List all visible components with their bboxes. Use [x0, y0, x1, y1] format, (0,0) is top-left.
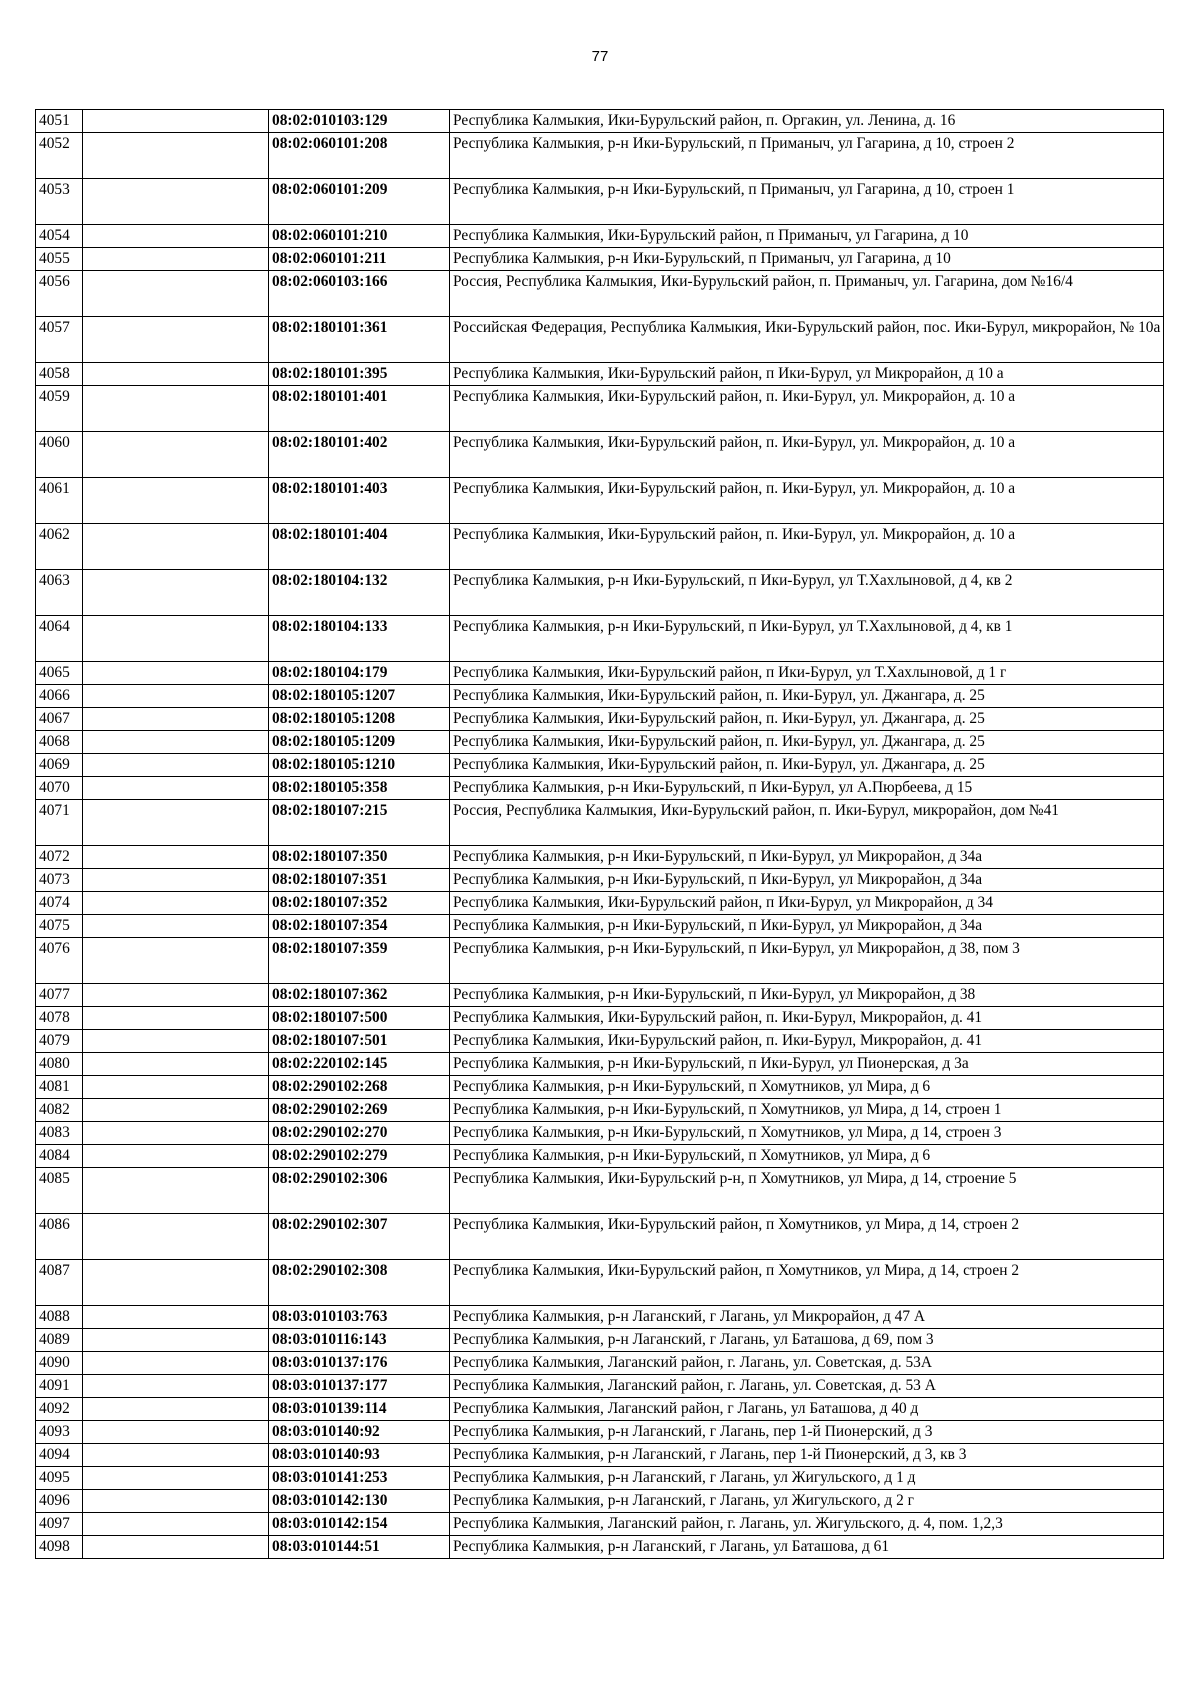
- row-number-cell: 4076: [36, 938, 83, 984]
- table-row: [36, 685, 1164, 708]
- cadastral-number-cell: 08:02:180104:132: [269, 570, 450, 616]
- table-row: [36, 1444, 1164, 1467]
- row-number-cell: 4053: [36, 179, 83, 225]
- row-number-cell: 4051: [36, 110, 83, 133]
- address-cell: Республика Калмыкия, Ики-Бурульский район, п. Ики-Бурул, ул. Джангара, д. 25: [450, 685, 1164, 708]
- cadastral-number-cell: 08:02:180107:350: [269, 846, 450, 869]
- address-cell: Республика Калмыкия, Ики-Бурульский район, п Приманыч, ул Гагарина, д 10: [450, 225, 1164, 248]
- address-cell: Республика Калмыкия, Ики-Бурульский район, п. Ики-Бурул, ул. Джангара, д. 25: [450, 708, 1164, 731]
- cadastral-number-cell: 08:02:180101:395: [269, 363, 450, 386]
- cadastral-number-cell: 08:02:290102:269: [269, 1099, 450, 1122]
- table-row: [36, 133, 1164, 179]
- row-number-cell: 4072: [36, 846, 83, 869]
- empty-cell: [83, 616, 269, 662]
- empty-cell: [83, 225, 269, 248]
- row-number-cell: 4080: [36, 1053, 83, 1076]
- empty-cell: [83, 1030, 269, 1053]
- cadastral-number-cell: 08:03:010140:92: [269, 1421, 450, 1444]
- table-row: [36, 915, 1164, 938]
- empty-cell: [83, 179, 269, 225]
- table-row: [36, 1375, 1164, 1398]
- cadastral-number-cell: 08:02:180104:179: [269, 662, 450, 685]
- empty-cell: [83, 1306, 269, 1329]
- cadastral-number-cell: 08:03:010137:177: [269, 1375, 450, 1398]
- address-cell: Республика Калмыкия, р-н Лаганский, г Лагань, ул Жигульского, д 2 г: [450, 1490, 1164, 1513]
- empty-cell: [83, 133, 269, 179]
- row-number-cell: 4093: [36, 1421, 83, 1444]
- empty-cell: [83, 754, 269, 777]
- table-row: [36, 846, 1164, 869]
- address-cell: Республика Калмыкия, р-н Лаганский, г Лагань, пер 1-й Пионерский, д 3: [450, 1421, 1164, 1444]
- table-row: [36, 1260, 1164, 1306]
- cadastral-number-cell: 08:02:060101:210: [269, 225, 450, 248]
- address-cell: Республика Калмыкия, Ики-Бурульский район, п. Ики-Бурул, ул. Микрорайон, д. 10 а: [450, 524, 1164, 570]
- cadastral-number-cell: 08:02:180101:361: [269, 317, 450, 363]
- empty-cell: [83, 1076, 269, 1099]
- address-cell: Республика Калмыкия, Ики-Бурульский район, п Хомутников, ул Мира, д 14, строен 2: [450, 1260, 1164, 1306]
- empty-cell: [83, 524, 269, 570]
- row-number-cell: 4073: [36, 869, 83, 892]
- page-number: 77: [591, 48, 609, 65]
- row-number-cell: 4095: [36, 1467, 83, 1490]
- table-row: [36, 1053, 1164, 1076]
- table-row: [36, 938, 1164, 984]
- row-number-cell: 4054: [36, 225, 83, 248]
- row-number-cell: 4090: [36, 1352, 83, 1375]
- cadastral-number-cell: 08:02:180101:401: [269, 386, 450, 432]
- address-cell: Республика Калмыкия, р-н Ики-Бурульский, п Хомутников, ул Мира, д 6: [450, 1076, 1164, 1099]
- empty-cell: [83, 1398, 269, 1421]
- empty-cell: [83, 570, 269, 616]
- row-number-cell: 4098: [36, 1536, 83, 1559]
- table-row: [36, 317, 1164, 363]
- address-cell: Республика Калмыкия, р-н Лаганский, г Лагань, ул Баташова, д 69, пом 3: [450, 1329, 1164, 1352]
- row-number-cell: 4062: [36, 524, 83, 570]
- empty-cell: [83, 1214, 269, 1260]
- table-row: [36, 731, 1164, 754]
- row-number-cell: 4056: [36, 271, 83, 317]
- table-row: [36, 225, 1164, 248]
- register-table: [35, 109, 1164, 1559]
- cadastral-number-cell: 08:02:010103:129: [269, 110, 450, 133]
- row-number-cell: 4069: [36, 754, 83, 777]
- address-cell: Республика Калмыкия, Ики-Бурульский район, п. Оргакин, ул. Ленина, д. 16: [450, 110, 1164, 133]
- row-number-cell: 4096: [36, 1490, 83, 1513]
- empty-cell: [83, 1122, 269, 1145]
- cadastral-number-cell: 08:02:290102:308: [269, 1260, 450, 1306]
- empty-cell: [83, 800, 269, 846]
- table-row: [36, 179, 1164, 225]
- address-cell: Республика Калмыкия, Ики-Бурульский район, п Ики-Бурул, ул Т.Хахлыновой, д 1 г: [450, 662, 1164, 685]
- table-row: [36, 1352, 1164, 1375]
- table-row: [36, 524, 1164, 570]
- table-row: [36, 570, 1164, 616]
- row-number-cell: 4082: [36, 1099, 83, 1122]
- row-number-cell: 4088: [36, 1306, 83, 1329]
- cadastral-number-cell: 08:02:180107:215: [269, 800, 450, 846]
- table-row: [36, 478, 1164, 524]
- cadastral-number-cell: 08:02:180107:362: [269, 984, 450, 1007]
- empty-cell: [83, 386, 269, 432]
- cadastral-number-cell: 08:03:010140:93: [269, 1444, 450, 1467]
- table-row: [36, 1467, 1164, 1490]
- table-row: [36, 800, 1164, 846]
- table-row: [36, 1536, 1164, 1559]
- row-number-cell: 4091: [36, 1375, 83, 1398]
- empty-cell: [83, 1053, 269, 1076]
- address-cell: Республика Калмыкия, р-н Лаганский, г Лагань, ул Баташова, д 61: [450, 1536, 1164, 1559]
- address-cell: Республика Калмыкия, Ики-Бурульский район, п Хомутников, ул Мира, д 14, строен 2: [450, 1214, 1164, 1260]
- row-number-cell: 4086: [36, 1214, 83, 1260]
- cadastral-number-cell: 08:03:010139:114: [269, 1398, 450, 1421]
- table-row: [36, 110, 1164, 133]
- empty-cell: [83, 1421, 269, 1444]
- row-number-cell: 4070: [36, 777, 83, 800]
- cadastral-number-cell: 08:02:290102:307: [269, 1214, 450, 1260]
- address-cell: Республика Калмыкия, р-н Ики-Бурульский, п Приманыч, ул Гагарина, д 10, строен 1: [450, 179, 1164, 225]
- table-row: [36, 363, 1164, 386]
- cadastral-number-cell: 08:02:180107:501: [269, 1030, 450, 1053]
- table-row: [36, 1421, 1164, 1444]
- table-row: [36, 1490, 1164, 1513]
- address-cell: Республика Калмыкия, р-н Ики-Бурульский, п Ики-Бурул, ул А.Пюрбеева, д 15: [450, 777, 1164, 800]
- cadastral-number-cell: 08:02:060101:209: [269, 179, 450, 225]
- address-cell: Республика Калмыкия, р-н Лаганский, г Лагань, пер 1-й Пионерский, д 3, кв 3: [450, 1444, 1164, 1467]
- table-row: [36, 869, 1164, 892]
- cadastral-number-cell: 08:02:180107:351: [269, 869, 450, 892]
- row-number-cell: 4068: [36, 731, 83, 754]
- cadastral-number-cell: 08:02:290102:270: [269, 1122, 450, 1145]
- row-number-cell: 4061: [36, 478, 83, 524]
- empty-cell: [83, 938, 269, 984]
- row-number-cell: 4071: [36, 800, 83, 846]
- empty-cell: [83, 869, 269, 892]
- empty-cell: [83, 846, 269, 869]
- cadastral-number-cell: 08:02:220102:145: [269, 1053, 450, 1076]
- table-row: [36, 1122, 1164, 1145]
- row-number-cell: 4060: [36, 432, 83, 478]
- address-cell: Республика Калмыкия, р-н Ики-Бурульский, п Ики-Бурул, ул Т.Хахлыновой, д 4, кв 1: [450, 616, 1164, 662]
- row-number-cell: 4097: [36, 1513, 83, 1536]
- cadastral-number-cell: 08:02:180105:358: [269, 777, 450, 800]
- table-row: [36, 1030, 1164, 1053]
- cadastral-number-cell: 08:02:180105:1208: [269, 708, 450, 731]
- address-cell: Республика Калмыкия, р-н Ики-Бурульский, п Приманыч, ул Гагарина, д 10, строен 2: [450, 133, 1164, 179]
- cadastral-number-cell: 08:03:010144:51: [269, 1536, 450, 1559]
- address-cell: Республика Калмыкия, Ики-Бурульский район, п. Ики-Бурул, ул. Джангара, д. 25: [450, 731, 1164, 754]
- table-row: [36, 248, 1164, 271]
- cadastral-number-cell: 08:02:180105:1207: [269, 685, 450, 708]
- address-cell: Республика Калмыкия, Ики-Бурульский район, п. Ики-Бурул, ул. Джангара, д. 25: [450, 754, 1164, 777]
- table-row: [36, 1076, 1164, 1099]
- row-number-cell: 4092: [36, 1398, 83, 1421]
- row-number-cell: 4081: [36, 1076, 83, 1099]
- row-number-cell: 4084: [36, 1145, 83, 1168]
- table-row: [36, 892, 1164, 915]
- empty-cell: [83, 1007, 269, 1030]
- empty-cell: [83, 892, 269, 915]
- address-cell: Республика Калмыкия, Ики-Бурульский район, п. Ики-Бурул, Микрорайон, д. 41: [450, 1007, 1164, 1030]
- table-row: [36, 662, 1164, 685]
- address-cell: Республика Калмыкия, р-н Ики-Бурульский, п Хомутников, ул Мира, д 6: [450, 1145, 1164, 1168]
- cadastral-number-cell: 08:03:010141:253: [269, 1467, 450, 1490]
- cadastral-number-cell: 08:02:060103:166: [269, 271, 450, 317]
- row-number-cell: 4083: [36, 1122, 83, 1145]
- row-number-cell: 4057: [36, 317, 83, 363]
- empty-cell: [83, 777, 269, 800]
- empty-cell: [83, 248, 269, 271]
- row-number-cell: 4065: [36, 662, 83, 685]
- address-cell: Республика Калмыкия, р-н Ики-Бурульский, п Приманыч, ул Гагарина, д 10: [450, 248, 1164, 271]
- table-row: [36, 1513, 1164, 1536]
- table-row: [36, 432, 1164, 478]
- table-row: [36, 271, 1164, 317]
- empty-cell: [83, 731, 269, 754]
- address-cell: Республика Калмыкия, Ики-Бурульский район, п. Ики-Бурул, Микрорайон, д. 41: [450, 1030, 1164, 1053]
- cadastral-number-cell: 08:03:010142:154: [269, 1513, 450, 1536]
- cadastral-number-cell: 08:02:290102:306: [269, 1168, 450, 1214]
- table-row: [36, 1398, 1164, 1421]
- empty-cell: [83, 1375, 269, 1398]
- row-number-cell: 4055: [36, 248, 83, 271]
- address-cell: Российская Федерация, Республика Калмыкия, Ики-Бурульский район, пос. Ики-Бурул, микрорайон, № 10а: [450, 317, 1164, 363]
- address-cell: Республика Калмыкия, р-н Ики-Бурульский, п Хомутников, ул Мира, д 14, строен 1: [450, 1099, 1164, 1122]
- address-cell: Республика Калмыкия, Ики-Бурульский р-н, п Хомутников, ул Мира, д 14, строение 5: [450, 1168, 1164, 1214]
- table-row: [36, 1145, 1164, 1168]
- row-number-cell: 4094: [36, 1444, 83, 1467]
- row-number-cell: 4058: [36, 363, 83, 386]
- register-body: [36, 110, 1164, 1559]
- empty-cell: [83, 1536, 269, 1559]
- address-cell: Республика Калмыкия, р-н Лаганский, г Лагань, ул Жигульского, д 1 д: [450, 1467, 1164, 1490]
- empty-cell: [83, 363, 269, 386]
- row-number-cell: 4079: [36, 1030, 83, 1053]
- row-number-cell: 4085: [36, 1168, 83, 1214]
- empty-cell: [83, 1513, 269, 1536]
- cadastral-number-cell: 08:02:180107:352: [269, 892, 450, 915]
- table-row: [36, 1214, 1164, 1260]
- empty-cell: [83, 708, 269, 731]
- table-row: [36, 984, 1164, 1007]
- table-row: [36, 1007, 1164, 1030]
- table-row: [36, 1329, 1164, 1352]
- address-cell: Республика Калмыкия, Ики-Бурульский район, п. Ики-Бурул, ул. Микрорайон, д. 10 а: [450, 432, 1164, 478]
- table-row: [36, 708, 1164, 731]
- address-cell: Республика Калмыкия, Ики-Бурульский район, п. Ики-Бурул, ул. Микрорайон, д. 10 а: [450, 386, 1164, 432]
- cadastral-number-cell: 08:02:180107:354: [269, 915, 450, 938]
- address-cell: Республика Калмыкия, р-н Ики-Бурульский, п Ики-Бурул, ул Микрорайон, д 34а: [450, 846, 1164, 869]
- address-cell: Республика Калмыкия, р-н Ики-Бурульский, п Ики-Бурул, ул Т.Хахлыновой, д 4, кв 2: [450, 570, 1164, 616]
- cadastral-number-cell: 08:02:180107:359: [269, 938, 450, 984]
- row-number-cell: 4052: [36, 133, 83, 179]
- address-cell: Республика Калмыкия, Лаганский район, г. Лагань, ул. Советская, д. 53А: [450, 1352, 1164, 1375]
- address-cell: Россия, Республика Калмыкия, Ики-Бурульский район, п. Приманыч, ул. Гагарина, дом №16/4: [450, 271, 1164, 317]
- cadastral-number-cell: 08:02:060101:211: [269, 248, 450, 271]
- cadastral-number-cell: 08:02:180101:403: [269, 478, 450, 524]
- row-number-cell: 4089: [36, 1329, 83, 1352]
- empty-cell: [83, 1260, 269, 1306]
- cadastral-number-cell: 08:02:180107:500: [269, 1007, 450, 1030]
- address-cell: Республика Калмыкия, р-н Ики-Бурульский, п Хомутников, ул Мира, д 14, строен 3: [450, 1122, 1164, 1145]
- address-cell: Республика Калмыкия, р-н Ики-Бурульский, п Ики-Бурул, ул Микрорайон, д 34а: [450, 869, 1164, 892]
- table-row: [36, 616, 1164, 662]
- empty-cell: [83, 317, 269, 363]
- row-number-cell: 4066: [36, 685, 83, 708]
- empty-cell: [83, 685, 269, 708]
- row-number-cell: 4077: [36, 984, 83, 1007]
- empty-cell: [83, 1329, 269, 1352]
- cadastral-number-cell: 08:03:010103:763: [269, 1306, 450, 1329]
- cadastral-number-cell: 08:02:290102:268: [269, 1076, 450, 1099]
- empty-cell: [83, 1145, 269, 1168]
- row-number-cell: 4074: [36, 892, 83, 915]
- empty-cell: [83, 1467, 269, 1490]
- row-number-cell: 4078: [36, 1007, 83, 1030]
- address-cell: Республика Калмыкия, р-н Ики-Бурульский, п Ики-Бурул, ул Микрорайон, д 38, пом 3: [450, 938, 1164, 984]
- cadastral-number-cell: 08:02:290102:279: [269, 1145, 450, 1168]
- table-row: [36, 386, 1164, 432]
- cadastral-number-cell: 08:03:010142:130: [269, 1490, 450, 1513]
- table-row: [36, 754, 1164, 777]
- cadastral-number-cell: 08:02:180105:1210: [269, 754, 450, 777]
- empty-cell: [83, 1490, 269, 1513]
- address-cell: Республика Калмыкия, р-н Ики-Бурульский, п Ики-Бурул, ул Пионерская, д 3а: [450, 1053, 1164, 1076]
- cadastral-number-cell: 08:03:010116:143: [269, 1329, 450, 1352]
- address-cell: Республика Калмыкия, Ики-Бурульский район, п. Ики-Бурул, ул. Микрорайон, д. 10 а: [450, 478, 1164, 524]
- cadastral-number-cell: 08:02:180105:1209: [269, 731, 450, 754]
- empty-cell: [83, 1444, 269, 1467]
- empty-cell: [83, 1168, 269, 1214]
- empty-cell: [83, 478, 269, 524]
- table-row: [36, 1306, 1164, 1329]
- table-row: [36, 1099, 1164, 1122]
- address-cell: Республика Калмыкия, р-н Ики-Бурульский, п Ики-Бурул, ул Микрорайон, д 38: [450, 984, 1164, 1007]
- cadastral-number-cell: 08:02:180101:402: [269, 432, 450, 478]
- table-row: [36, 777, 1164, 800]
- row-number-cell: 4063: [36, 570, 83, 616]
- address-cell: Республика Калмыкия, Ики-Бурульский район, п Ики-Бурул, ул Микрорайон, д 34: [450, 892, 1164, 915]
- cadastral-number-cell: 08:03:010137:176: [269, 1352, 450, 1375]
- empty-cell: [83, 915, 269, 938]
- empty-cell: [83, 1352, 269, 1375]
- cadastral-number-cell: 08:02:180101:404: [269, 524, 450, 570]
- empty-cell: [83, 662, 269, 685]
- row-number-cell: 4064: [36, 616, 83, 662]
- cadastral-number-cell: 08:02:060101:208: [269, 133, 450, 179]
- address-cell: Республика Калмыкия, Лаганский район, г. Лагань, ул. Советская, д. 53 А: [450, 1375, 1164, 1398]
- table-row: [36, 1168, 1164, 1214]
- row-number-cell: 4087: [36, 1260, 83, 1306]
- address-cell: Республика Калмыкия, р-н Ики-Бурульский, п Ики-Бурул, ул Микрорайон, д 34а: [450, 915, 1164, 938]
- cadastral-number-cell: 08:02:180104:133: [269, 616, 450, 662]
- row-number-cell: 4067: [36, 708, 83, 731]
- empty-cell: [83, 432, 269, 478]
- address-cell: Республика Калмыкия, Лаганский район, г Лагань, ул Баташова, д 40 д: [450, 1398, 1164, 1421]
- address-cell: Республика Калмыкия, Лаганский район, г. Лагань, ул. Жигульского, д. 4, пом. 1,2,3: [450, 1513, 1164, 1536]
- address-cell: Россия, Республика Калмыкия, Ики-Бурульский район, п. Ики-Бурул, микрорайон, дом №41: [450, 800, 1164, 846]
- empty-cell: [83, 984, 269, 1007]
- empty-cell: [83, 110, 269, 133]
- row-number-cell: 4075: [36, 915, 83, 938]
- address-cell: Республика Калмыкия, р-н Лаганский, г Лагань, ул Микрорайон, д 47 А: [450, 1306, 1164, 1329]
- address-cell: Республика Калмыкия, Ики-Бурульский район, п Ики-Бурул, ул Микрорайон, д 10 а: [450, 363, 1164, 386]
- empty-cell: [83, 271, 269, 317]
- empty-cell: [83, 1099, 269, 1122]
- row-number-cell: 4059: [36, 386, 83, 432]
